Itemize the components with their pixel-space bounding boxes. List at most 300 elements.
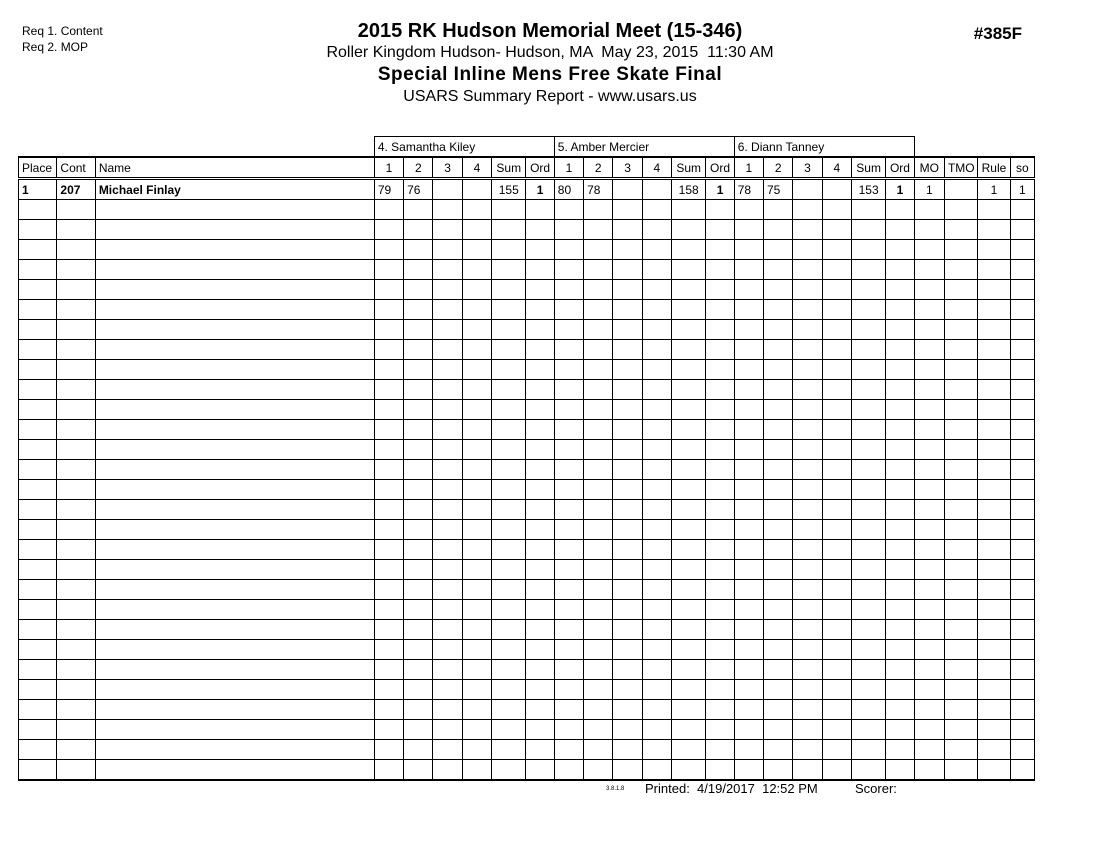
empty-cell bbox=[492, 680, 526, 700]
empty-cell bbox=[57, 660, 95, 680]
empty-cell bbox=[672, 540, 706, 560]
empty-cell bbox=[978, 240, 1010, 260]
empty-cell bbox=[793, 580, 822, 600]
empty-cell bbox=[584, 500, 613, 520]
empty-cell bbox=[19, 260, 57, 280]
empty-cell bbox=[374, 280, 403, 300]
empty-cell bbox=[978, 360, 1010, 380]
empty-cell bbox=[95, 600, 374, 620]
empty-cell bbox=[526, 220, 554, 240]
empty-cell bbox=[734, 700, 763, 720]
empty-cell bbox=[734, 360, 763, 380]
empty-cell bbox=[822, 480, 851, 500]
empty-cell bbox=[19, 740, 57, 760]
empty-cell bbox=[851, 260, 885, 280]
empty-cell bbox=[1010, 440, 1034, 460]
empty-cell bbox=[851, 300, 885, 320]
empty-cell bbox=[706, 460, 734, 480]
empty-cell bbox=[462, 620, 491, 640]
empty-cell bbox=[613, 240, 642, 260]
empty-cell bbox=[462, 260, 491, 280]
col-header-score-3: 3 bbox=[433, 157, 462, 179]
empty-cell bbox=[706, 720, 734, 740]
cell-score bbox=[613, 179, 642, 200]
empty-cell bbox=[404, 400, 433, 420]
empty-cell bbox=[793, 440, 822, 460]
empty-cell bbox=[642, 620, 671, 640]
empty-cell bbox=[944, 260, 977, 280]
empty-cell bbox=[764, 380, 793, 400]
empty-cell bbox=[57, 400, 95, 420]
empty-cell bbox=[492, 460, 526, 480]
empty-cell bbox=[851, 280, 885, 300]
empty-cell bbox=[554, 400, 583, 420]
empty-cell bbox=[492, 200, 526, 220]
empty-cell bbox=[462, 400, 491, 420]
empty-cell bbox=[433, 520, 462, 540]
empty-cell bbox=[19, 360, 57, 380]
empty-cell bbox=[793, 620, 822, 640]
col-header-rule: Rule bbox=[978, 157, 1010, 179]
empty-cell bbox=[914, 380, 944, 400]
empty-cell bbox=[851, 240, 885, 260]
empty-cell bbox=[978, 340, 1010, 360]
empty-cell bbox=[706, 300, 734, 320]
empty-cell bbox=[57, 560, 95, 580]
col-header-score-4: 4 bbox=[642, 157, 671, 179]
empty-cell bbox=[764, 600, 793, 620]
cell-rule: 1 bbox=[978, 179, 1010, 200]
empty-cell bbox=[613, 680, 642, 700]
empty-cell bbox=[672, 640, 706, 660]
cell-score: 75 bbox=[764, 179, 793, 200]
score-table bbox=[18, 136, 1035, 781]
empty-cell bbox=[95, 620, 374, 640]
empty-cell bbox=[822, 680, 851, 700]
empty-cell bbox=[1010, 380, 1034, 400]
empty-cell bbox=[584, 580, 613, 600]
empty-cell bbox=[374, 220, 403, 240]
empty-cell bbox=[672, 740, 706, 760]
empty-cell bbox=[554, 220, 583, 240]
empty-cell bbox=[851, 500, 885, 520]
empty-cell bbox=[526, 700, 554, 720]
empty-cell bbox=[851, 380, 885, 400]
empty-cell bbox=[822, 220, 851, 240]
empty-cell bbox=[1010, 600, 1034, 620]
empty-cell bbox=[404, 360, 433, 380]
empty-cell bbox=[764, 500, 793, 520]
empty-cell bbox=[822, 540, 851, 560]
empty-cell bbox=[462, 440, 491, 460]
empty-cell bbox=[851, 640, 885, 660]
empty-cell bbox=[95, 380, 374, 400]
empty-cell bbox=[404, 460, 433, 480]
empty-cell bbox=[526, 320, 554, 340]
empty-cell bbox=[764, 620, 793, 640]
empty-cell bbox=[764, 340, 793, 360]
empty-cell bbox=[433, 260, 462, 280]
empty-cell bbox=[978, 480, 1010, 500]
empty-cell bbox=[642, 220, 671, 240]
empty-cell bbox=[492, 700, 526, 720]
empty-cell bbox=[914, 240, 944, 260]
empty-cell bbox=[57, 680, 95, 700]
empty-cell bbox=[914, 720, 944, 740]
empty-cell bbox=[554, 740, 583, 760]
empty-cell bbox=[584, 600, 613, 620]
empty-cell bbox=[19, 380, 57, 400]
report-header bbox=[0, 20, 1100, 108]
empty-cell bbox=[851, 700, 885, 720]
empty-cell bbox=[851, 660, 885, 680]
empty-cell bbox=[584, 200, 613, 220]
empty-cell bbox=[1010, 420, 1034, 440]
empty-cell bbox=[462, 360, 491, 380]
empty-cell bbox=[822, 360, 851, 380]
empty-cell bbox=[492, 600, 526, 620]
empty-cell bbox=[886, 240, 914, 260]
empty-cell bbox=[944, 520, 977, 540]
empty-cell bbox=[584, 560, 613, 580]
empty-cell bbox=[978, 600, 1010, 620]
empty-cell bbox=[95, 320, 374, 340]
empty-cell bbox=[734, 240, 763, 260]
empty-cell bbox=[57, 360, 95, 380]
empty-cell bbox=[462, 500, 491, 520]
empty-cell bbox=[19, 480, 57, 500]
empty-cell bbox=[822, 660, 851, 680]
empty-cell bbox=[57, 500, 95, 520]
empty-cell bbox=[886, 640, 914, 660]
empty-cell bbox=[1010, 320, 1034, 340]
empty-cell bbox=[95, 680, 374, 700]
empty-cell bbox=[57, 340, 95, 360]
empty-cell bbox=[764, 360, 793, 380]
empty-cell bbox=[764, 200, 793, 220]
table-body bbox=[19, 137, 1035, 781]
empty-cell bbox=[584, 280, 613, 300]
empty-cell bbox=[734, 720, 763, 740]
empty-cell bbox=[613, 340, 642, 360]
empty-cell bbox=[492, 640, 526, 660]
empty-cell bbox=[374, 660, 403, 680]
empty-cell bbox=[374, 640, 403, 660]
empty-cell bbox=[613, 700, 642, 720]
empty-cell bbox=[1010, 460, 1034, 480]
empty-cell bbox=[914, 760, 944, 781]
empty-cell bbox=[57, 380, 95, 400]
software-version: 3.8.1.8 bbox=[606, 786, 625, 792]
empty-cell bbox=[404, 260, 433, 280]
empty-cell bbox=[851, 740, 885, 760]
empty-cell bbox=[914, 340, 944, 360]
empty-cell bbox=[944, 440, 977, 460]
empty-cell bbox=[886, 340, 914, 360]
empty-cell bbox=[584, 320, 613, 340]
empty-cell bbox=[404, 560, 433, 580]
empty-cell bbox=[734, 400, 763, 420]
empty-cell bbox=[613, 520, 642, 540]
empty-cell bbox=[613, 320, 642, 340]
empty-cell bbox=[19, 620, 57, 640]
empty-cell bbox=[95, 280, 374, 300]
empty-cell bbox=[57, 200, 95, 220]
empty-cell bbox=[672, 680, 706, 700]
empty-cell bbox=[706, 360, 734, 380]
empty-cell bbox=[764, 560, 793, 580]
empty-cell bbox=[886, 260, 914, 280]
empty-cell bbox=[526, 540, 554, 560]
empty-cell bbox=[613, 200, 642, 220]
empty-cell bbox=[57, 440, 95, 460]
empty-cell bbox=[944, 580, 977, 600]
empty-cell bbox=[554, 320, 583, 340]
empty-cell bbox=[404, 680, 433, 700]
empty-cell bbox=[613, 620, 642, 640]
empty-cell bbox=[584, 760, 613, 781]
empty-cell bbox=[492, 500, 526, 520]
empty-cell bbox=[886, 200, 914, 220]
empty-cell bbox=[584, 360, 613, 380]
empty-cell bbox=[57, 420, 95, 440]
empty-cell bbox=[374, 200, 403, 220]
empty-cell bbox=[584, 540, 613, 560]
cell-sum: 153 bbox=[851, 179, 885, 200]
empty-cell bbox=[404, 340, 433, 360]
cell-score bbox=[642, 179, 671, 200]
empty-cell bbox=[734, 640, 763, 660]
col-header-score-4: 4 bbox=[822, 157, 851, 179]
cell-score: 78 bbox=[584, 179, 613, 200]
empty-cell bbox=[851, 680, 885, 700]
cell-score bbox=[462, 179, 491, 200]
empty-cell bbox=[914, 200, 944, 220]
empty-cell bbox=[526, 520, 554, 540]
empty-cell bbox=[1010, 220, 1034, 240]
empty-cell bbox=[672, 380, 706, 400]
empty-cell bbox=[793, 320, 822, 340]
empty-cell bbox=[374, 460, 403, 480]
empty-cell bbox=[822, 380, 851, 400]
empty-cell bbox=[57, 240, 95, 260]
empty-cell bbox=[613, 720, 642, 740]
empty-cell bbox=[1010, 740, 1034, 760]
empty-cell bbox=[886, 620, 914, 640]
empty-cell bbox=[462, 240, 491, 260]
empty-cell bbox=[526, 400, 554, 420]
empty-cell bbox=[433, 640, 462, 660]
cell-score: 80 bbox=[554, 179, 583, 200]
empty-cell bbox=[404, 380, 433, 400]
empty-cell bbox=[433, 400, 462, 420]
col-header-score-3: 3 bbox=[613, 157, 642, 179]
empty-cell bbox=[492, 360, 526, 380]
empty-cell bbox=[374, 680, 403, 700]
empty-cell bbox=[822, 340, 851, 360]
empty-cell bbox=[19, 540, 57, 560]
empty-cell bbox=[706, 520, 734, 540]
empty-cell bbox=[851, 320, 885, 340]
empty-cell bbox=[672, 660, 706, 680]
empty-cell bbox=[851, 420, 885, 440]
empty-cell bbox=[19, 240, 57, 260]
empty-cell bbox=[492, 660, 526, 680]
empty-cell bbox=[642, 660, 671, 680]
empty-cell bbox=[851, 440, 885, 460]
empty-cell bbox=[706, 700, 734, 720]
empty-cell bbox=[374, 600, 403, 620]
empty-cell bbox=[642, 360, 671, 380]
empty-cell bbox=[764, 640, 793, 660]
empty-cell bbox=[734, 340, 763, 360]
empty-cell bbox=[734, 380, 763, 400]
empty-cell bbox=[584, 680, 613, 700]
empty-cell bbox=[672, 480, 706, 500]
empty-cell bbox=[1010, 560, 1034, 580]
empty-cell bbox=[584, 480, 613, 500]
empty-cell bbox=[404, 740, 433, 760]
empty-cell bbox=[492, 400, 526, 420]
empty-cell bbox=[613, 740, 642, 760]
empty-cell bbox=[374, 540, 403, 560]
empty-cell bbox=[793, 300, 822, 320]
empty-cell bbox=[642, 520, 671, 540]
empty-cell bbox=[914, 460, 944, 480]
empty-cell bbox=[914, 260, 944, 280]
empty-cell bbox=[404, 220, 433, 240]
empty-cell bbox=[706, 200, 734, 220]
empty-cell bbox=[734, 480, 763, 500]
empty-cell bbox=[944, 320, 977, 340]
empty-cell bbox=[886, 740, 914, 760]
empty-cell bbox=[793, 240, 822, 260]
empty-cell bbox=[613, 220, 642, 240]
empty-cell bbox=[672, 260, 706, 280]
empty-cell bbox=[944, 720, 977, 740]
empty-cell bbox=[462, 680, 491, 700]
empty-cell bbox=[95, 540, 374, 560]
empty-cell bbox=[944, 240, 977, 260]
empty-cell bbox=[433, 620, 462, 640]
empty-cell bbox=[19, 640, 57, 660]
empty-cell bbox=[404, 620, 433, 640]
empty-cell bbox=[793, 640, 822, 660]
empty-cell bbox=[764, 720, 793, 740]
empty-cell bbox=[613, 440, 642, 460]
empty-cell bbox=[793, 660, 822, 680]
empty-cell bbox=[851, 520, 885, 540]
empty-cell bbox=[526, 360, 554, 380]
empty-cell bbox=[978, 280, 1010, 300]
empty-cell bbox=[672, 700, 706, 720]
empty-cell bbox=[978, 300, 1010, 320]
empty-cell bbox=[706, 240, 734, 260]
empty-cell bbox=[978, 220, 1010, 240]
col-header-mo: MO bbox=[914, 157, 944, 179]
empty-cell bbox=[462, 660, 491, 680]
empty-cell bbox=[822, 640, 851, 660]
empty-cell bbox=[584, 460, 613, 480]
empty-cell bbox=[914, 740, 944, 760]
empty-cell bbox=[822, 440, 851, 460]
empty-cell bbox=[584, 740, 613, 760]
empty-cell bbox=[433, 320, 462, 340]
empty-cell bbox=[793, 360, 822, 380]
empty-cell bbox=[706, 680, 734, 700]
scorer-label: Scorer: bbox=[855, 781, 897, 796]
empty-cell bbox=[822, 400, 851, 420]
empty-cell bbox=[584, 620, 613, 640]
empty-cell bbox=[672, 280, 706, 300]
empty-cell bbox=[886, 480, 914, 500]
empty-cell bbox=[433, 460, 462, 480]
empty-cell bbox=[95, 340, 374, 360]
empty-cell bbox=[492, 540, 526, 560]
empty-cell bbox=[793, 520, 822, 540]
empty-cell bbox=[19, 320, 57, 340]
empty-cell bbox=[95, 360, 374, 380]
col-header-ord: Ord bbox=[886, 157, 914, 179]
empty-cell bbox=[642, 700, 671, 720]
empty-cell bbox=[886, 560, 914, 580]
empty-cell bbox=[886, 520, 914, 540]
empty-cell bbox=[672, 320, 706, 340]
empty-cell bbox=[57, 620, 95, 640]
empty-cell bbox=[433, 760, 462, 781]
col-header-ord: Ord bbox=[526, 157, 554, 179]
empty-cell bbox=[642, 380, 671, 400]
empty-cell bbox=[19, 600, 57, 620]
empty-cell bbox=[978, 760, 1010, 781]
empty-cell bbox=[584, 240, 613, 260]
empty-cell bbox=[433, 420, 462, 440]
empty-cell bbox=[462, 600, 491, 620]
empty-cell bbox=[95, 220, 374, 240]
empty-cell bbox=[526, 620, 554, 640]
empty-cell bbox=[492, 560, 526, 580]
empty-cell bbox=[1010, 280, 1034, 300]
empty-cell bbox=[822, 300, 851, 320]
empty-cell bbox=[851, 340, 885, 360]
empty-cell bbox=[433, 660, 462, 680]
empty-cell bbox=[914, 220, 944, 240]
empty-cell bbox=[613, 420, 642, 440]
empty-cell bbox=[706, 260, 734, 280]
empty-cell bbox=[764, 760, 793, 781]
empty-cell bbox=[642, 600, 671, 620]
empty-cell bbox=[95, 520, 374, 540]
empty-cell bbox=[554, 260, 583, 280]
empty-cell bbox=[886, 380, 914, 400]
empty-cell bbox=[462, 760, 491, 781]
empty-cell bbox=[822, 280, 851, 300]
empty-cell bbox=[57, 480, 95, 500]
empty-cell bbox=[1010, 680, 1034, 700]
empty-cell bbox=[672, 440, 706, 460]
empty-cell bbox=[672, 240, 706, 260]
cell-score bbox=[433, 179, 462, 200]
empty-cell bbox=[19, 500, 57, 520]
empty-cell bbox=[19, 340, 57, 360]
empty-cell bbox=[526, 680, 554, 700]
empty-cell bbox=[613, 640, 642, 660]
empty-cell bbox=[914, 680, 944, 700]
empty-cell bbox=[1010, 620, 1034, 640]
empty-cell bbox=[851, 760, 885, 781]
empty-cell bbox=[526, 660, 554, 680]
empty-cell bbox=[462, 520, 491, 540]
